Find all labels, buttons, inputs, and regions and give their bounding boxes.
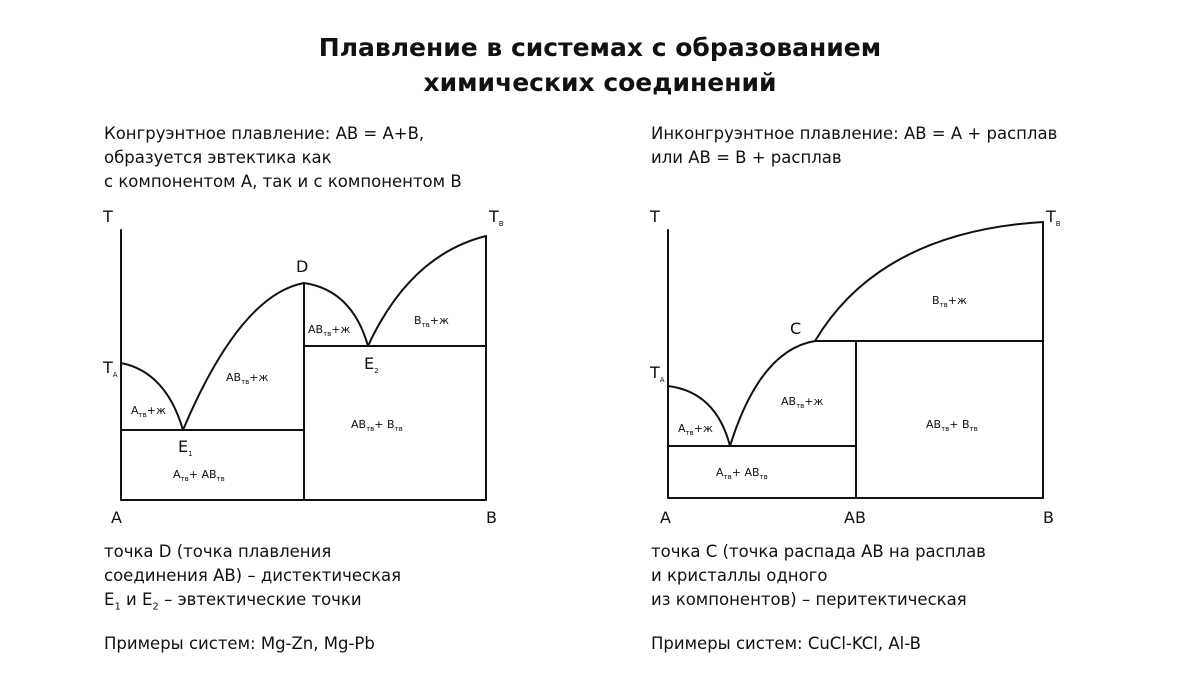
incongruent-line-1: Инконгруэнтное плавление: AB = A + расплав — [651, 124, 1058, 143]
right-axis-t-label: T — [650, 207, 660, 226]
left-axis-t-label: T — [103, 207, 113, 226]
right-region-ab-b-solid: $AB_{тв}+ B_{тв}$ — [926, 418, 978, 433]
left-e1-label: $E_1$ — [178, 437, 193, 458]
left-point-d-label: D — [296, 257, 309, 276]
incongruent-note-1: точка C (точка распада AB на расплав — [651, 542, 986, 561]
right-ta-label: $T_A$ — [650, 363, 665, 384]
left-axis-a-label: A — [111, 508, 122, 527]
congruent-line-3: с компонентом A, так и с компонентом B — [104, 172, 462, 191]
left-region-b-liquid: $B_{тв}+ж$ — [414, 314, 449, 329]
title-line-1: Плавление в системах с образованием — [318, 33, 882, 62]
right-tb-label: $T_B$ — [1046, 207, 1061, 228]
left-ta-label: $T_A$ — [103, 358, 118, 379]
congruent-examples: Примеры систем: Mg-Zn, Mg-Pb — [104, 634, 375, 653]
left-region-ab-liquid-2: $AB_{тв}+ж$ — [308, 323, 351, 338]
title-line-2: химических соединений — [423, 68, 777, 97]
right-liquidus-b — [815, 222, 1043, 341]
congruent-note-3: $E_1$ и $E_2$ – эвтектические точки — [104, 590, 362, 613]
right-liquidus-a — [668, 386, 730, 446]
right-region-b-liquid: $B_{тв}+ж$ — [932, 294, 967, 309]
left-liquidus-ab-right — [304, 283, 368, 346]
right-axis-b-label: B — [1043, 508, 1054, 527]
right-axis-a-label: A — [660, 508, 671, 527]
congruent-line-2: образуется эвтектика как — [104, 148, 332, 167]
left-liquidus-ab-left — [183, 283, 304, 430]
left-e2-label: $E_2$ — [364, 354, 379, 375]
congruent-note-1: точка D (точка плавления — [104, 542, 332, 561]
left-liquidus-a — [121, 363, 183, 430]
congruent-notes — [104, 540, 401, 619]
incongruent-line-2: или AB = B + расплав — [651, 148, 842, 167]
left-axis-b-label: B — [486, 508, 497, 527]
right-axis-ab-label: AB — [844, 508, 866, 527]
congruent-note-2: соединения AB) – дистектическая — [104, 566, 402, 585]
right-liquidus-ab — [730, 341, 815, 446]
left-region-ab-b-solid: $AB_{тв}+ B_{тв}$ — [351, 418, 403, 433]
incongruent-note-2: и кристаллы одного — [651, 566, 828, 585]
left-region-a-ab-solid: $A_{тв}+ AB_{тв}$ — [173, 468, 225, 483]
right-region-a-ab-solid: $A_{тв}+ AB_{тв}$ — [716, 466, 768, 481]
left-region-a-liquid: $A_{тв}+ж$ — [131, 404, 166, 419]
incongruent-notes — [651, 540, 986, 612]
right-region-a-liquid: $A_{тв}+ж$ — [678, 422, 713, 437]
congruent-line-1: Конгруэнтное плавление: AB = A+B, — [104, 124, 425, 143]
left-tb-label: $T_B$ — [489, 207, 504, 228]
right-region-ab-liquid: $AB_{тв}+ж$ — [781, 395, 824, 410]
incongruent-note-3: из компонентов) – перитектическая — [651, 590, 967, 609]
left-region-ab-liquid-1: $AB_{тв}+ж$ — [226, 371, 269, 386]
right-point-c-label: C — [790, 319, 802, 338]
incongruent-examples: Примеры систем: CuCl-KCl, Al-B — [651, 634, 921, 653]
left-liquidus-b — [368, 236, 486, 346]
